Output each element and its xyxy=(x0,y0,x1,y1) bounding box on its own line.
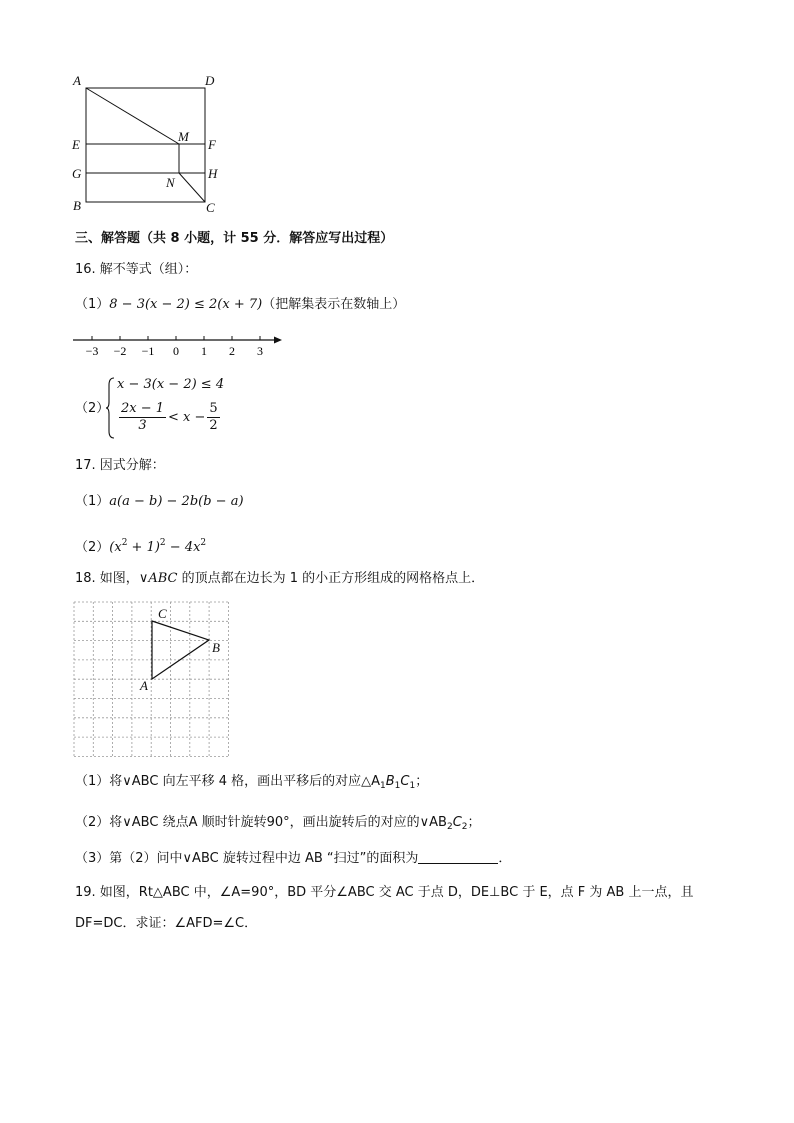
q18-tri: ∨ABC xyxy=(138,571,178,586)
q17-part2 xyxy=(75,535,206,556)
q18-p1-c: C xyxy=(400,774,410,789)
q18-stem-b: 的顶点都在边长为 1 的小正方形组成的网格格点上． xyxy=(177,571,485,586)
label-D: D xyxy=(205,73,215,88)
numberline-label: 2 xyxy=(229,344,235,358)
numberline-label: −1 xyxy=(141,344,155,358)
label-H: H xyxy=(208,166,218,181)
label-N: N xyxy=(166,175,175,190)
left-brace xyxy=(106,377,116,439)
q19-line2: DF=DC．求证：∠AFD=∠C． xyxy=(75,916,258,931)
q18-p2-end: ； xyxy=(467,815,481,830)
q18-p1-end: ； xyxy=(415,774,429,789)
q16-p2-label: （2） xyxy=(75,401,110,416)
q17-sup-3: 2 xyxy=(200,538,207,548)
q18-stem xyxy=(75,571,484,587)
label-M: M xyxy=(178,129,189,144)
rectangle-figure xyxy=(66,68,226,216)
label-B: B xyxy=(73,198,81,213)
q16-p1-note: （把解集表示在数轴上） xyxy=(262,297,406,312)
q17-part1 xyxy=(75,494,244,510)
numberline-label: −3 xyxy=(85,344,99,358)
grid-label-C: C xyxy=(158,606,167,621)
label-C: C xyxy=(206,200,215,215)
q17-p1-label: （1） xyxy=(75,494,110,509)
q18-p3-end: ． xyxy=(498,851,512,866)
q18-p1-sub1: 1 xyxy=(380,781,386,791)
q16-p2-frac2-num: 5 xyxy=(209,401,218,416)
q16-p2-frac-num: 2x − 1 xyxy=(121,401,165,416)
q17-sup-1: 2 xyxy=(121,538,128,548)
numberline-label: 1 xyxy=(201,344,207,358)
q17-p2-b: + 1) xyxy=(127,540,160,555)
q18-p2-sub1: 2 xyxy=(446,822,453,832)
q18-p2-c: C xyxy=(452,815,462,830)
section-heading: 三、解答题（共 8 小题，计 55 分．解答应写出过程） xyxy=(75,231,394,246)
q16-p1-math: 8 − 3(x − 2) ≤ 2(x + 7) xyxy=(109,297,263,312)
numberline-label: 3 xyxy=(257,344,263,358)
answer-blank[interactable] xyxy=(418,851,498,864)
q17-stem: 17. 因式分解： xyxy=(75,458,165,473)
q18-p1-sub3: 1 xyxy=(409,781,416,791)
grid-label-A: A xyxy=(140,678,148,693)
q18-part1 xyxy=(75,774,428,794)
q18-p2-text: （2）将∨ABC 绕点A 顺时针旋转90°，画出旋转后的对应的∨AB xyxy=(75,815,447,830)
q16-p2-mid: < x − xyxy=(168,410,206,425)
q16-p2-frac2-den: 2 xyxy=(209,418,218,433)
q17-p1-math: a(a − b) − 2b(b − a) xyxy=(109,494,244,509)
q18-part2 xyxy=(75,815,481,835)
q18-p1-sub2: 1 xyxy=(394,781,401,791)
q18-p1-text: （1）将∨ABC 向左平移 4 格，画出平移后的对应△A xyxy=(75,774,381,789)
q17-p2-a: (x xyxy=(109,540,122,555)
q16-p2-line1: x − 3(x − 2) ≤ 4 xyxy=(117,377,225,392)
q16-part2 xyxy=(75,377,275,439)
grid-figure xyxy=(70,598,234,758)
q18-p1-mid: B xyxy=(385,774,395,789)
q18-stem-a: 18. 如图， xyxy=(75,571,139,586)
q18-p3-text: （3）第（2）问中∨ABC 旋转过程中边 AB “扫过”的面积为 xyxy=(75,851,419,866)
q18-part3 xyxy=(75,851,511,867)
q16-stem: 16. 解不等式（组）： xyxy=(75,262,198,277)
label-A: A xyxy=(73,73,81,88)
q16-p1-label: （1） xyxy=(75,297,110,312)
q18-p2-sub2: 2 xyxy=(461,822,468,832)
q17-p2-label: （2） xyxy=(75,540,110,555)
label-E: E xyxy=(72,137,80,152)
numberline-label: 0 xyxy=(173,344,179,358)
numberline-label: −2 xyxy=(113,344,127,358)
grid-label-B: B xyxy=(212,640,220,655)
number-line xyxy=(70,330,290,360)
q17-sup-2: 2 xyxy=(159,538,166,548)
label-F: F xyxy=(208,137,216,152)
q16-part1 xyxy=(75,297,405,313)
q16-p2-frac-den: 3 xyxy=(138,418,147,433)
q19-line1: 19. 如图，Rt△ABC 中，∠A=90°，BD 平分∠ABC 交 AC 于点 D，DE⊥BC 于 E，点 F 为 AB 上一点，且 xyxy=(75,885,694,900)
q17-p2-c: − 4x xyxy=(165,540,201,555)
label-G: G xyxy=(72,166,82,181)
